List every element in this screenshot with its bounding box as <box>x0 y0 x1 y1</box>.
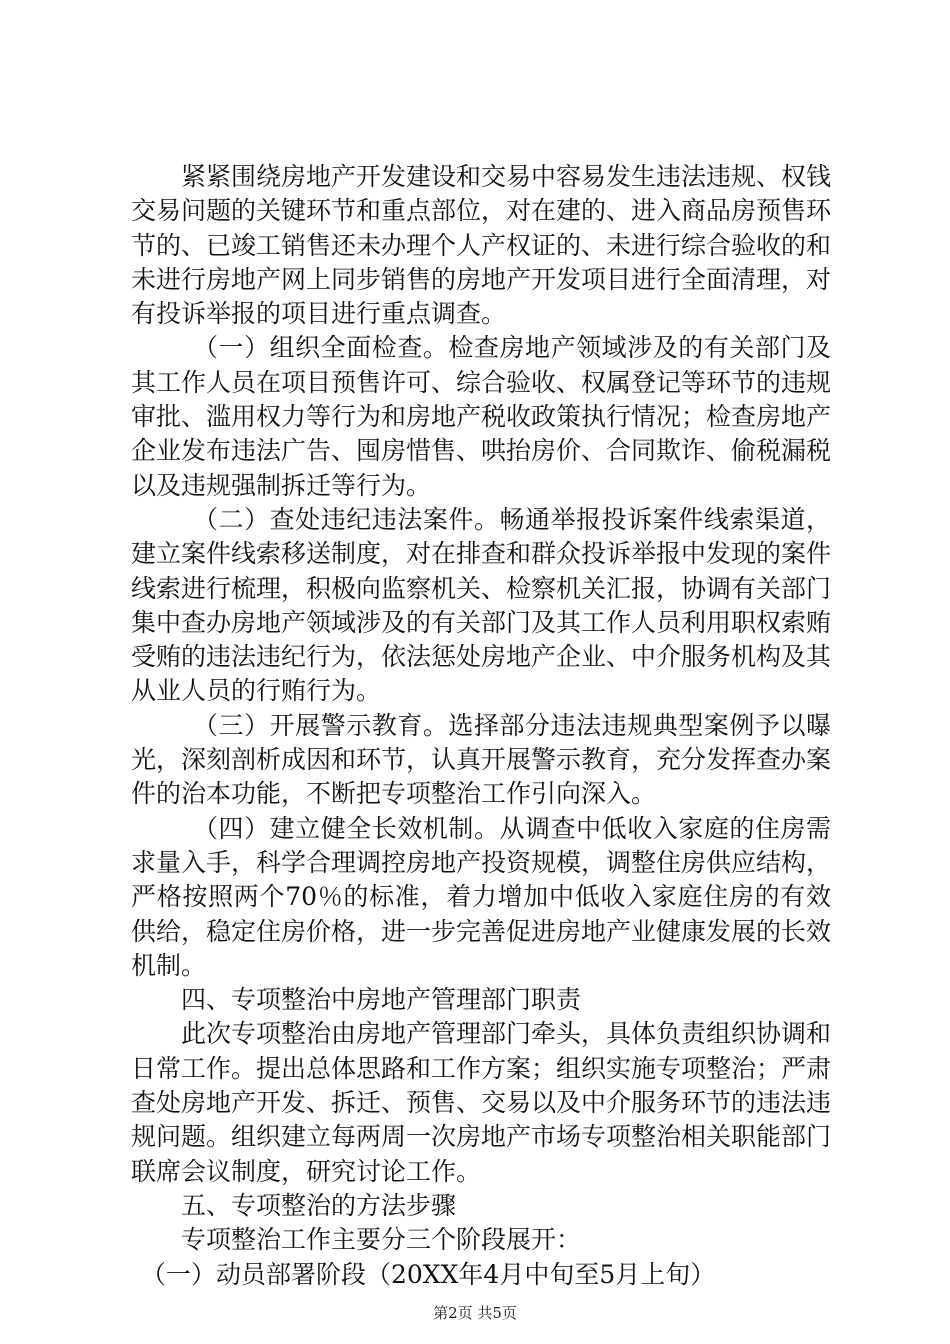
paragraph-item-4: （四）建立健全长效机制。从调查中低收入家庭的住房需求量入手，科学合理调控房地产投资规模，调整住房供应结构，严格按照两个70％的标准，着力增加中低收入家庭住房的有效供给，稳定住房价格，进一步完善促进房地产业健康发展的长效机制。 <box>131 813 832 980</box>
paragraph-item-3: （三）开展警示教育。选择部分违法违规典型案例予以曝光，深刻剖析成因和环节，认真开展警示教育，充分发挥查办案件的治本功能，不断把专项整治工作引向深入。 <box>131 710 832 809</box>
paragraph-duties: 此次专项整治由房地产管理部门牵头，具体负责组织协调和日常工作。提出总体思路和工作方案；组织实施专项整治；严肃查处房地产开发、拆迁、预售、交易以及中介服务环节的违法违规问题。组织建立每两周一次房地产市场专项整治相关职能部门联席会议制度，研究讨论工作。 <box>131 1019 832 1186</box>
paragraph-stage-1: （一）动员部署阶段（20XX年4月中旬至5月上旬） <box>141 1259 716 1289</box>
section-heading-5: 五、专项整治的方法步骤 <box>181 1190 457 1220</box>
page-number-footer: 第2页 共5页 <box>433 1304 517 1322</box>
paragraph-item-1: （一）组织全面检查。检查房地产领域涉及的有关部门及其工作人员在项目预售许可、综合验收、权属登记等环节的违规审批、滥用权力等行为和房地产税收政策执行情况；检查房地产企业发布违法广告、囤房惜售、哄抬房价、合同欺诈、偷税漏税以及违规强制拆迁等行为。 <box>131 333 832 500</box>
document-body <box>131 160 831 1292</box>
paragraph-item-2: （二）查处违纪违法案件。畅通举报投诉案件线索渠道，建立案件线索移送制度，对在排查和群众投诉举报中发现的案件线索进行梳理，积极向监察机关、检察机关汇报，协调有关部门集中查办房地产领域涉及的有关部门及其工作人员利用职权索贿受贿的违法违纪行为，依法惩处房地产企业、中介服务机构及其从业人员的行贿行为。 <box>131 504 832 706</box>
section-heading-4: 四、专项整治中房地产管理部门职责 <box>181 985 582 1015</box>
paragraph-intro: 紧紧围绕房地产开发建设和交易中容易发生违法违规、权钱交易问题的关键环节和重点部位，对在建的、进入商品房预售环节的、已竣工销售还未办理个人产权证的、未进行综合验收的和未进行房地产网上同步销售的房地产开发项目进行全面清理，对有投诉举报的项目进行重点调查。 <box>131 162 832 329</box>
paragraph-stages: 专项整治工作主要分三个阶段展开： <box>181 1225 582 1255</box>
